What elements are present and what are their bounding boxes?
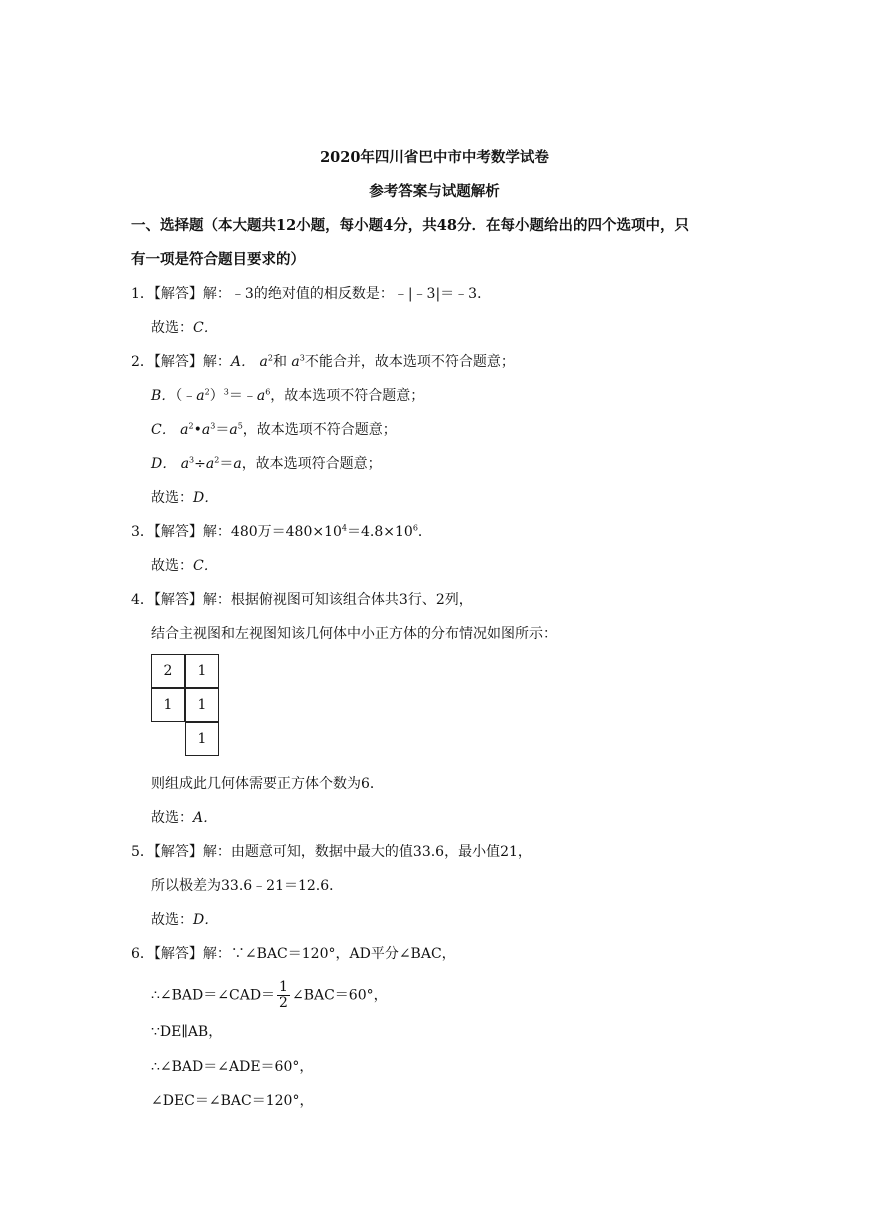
q2-choice-line: [151, 488, 218, 508]
q2-choice: D．: [193, 490, 219, 506]
q1-number: 1．: [131, 286, 154, 302]
q3-text-b: ＝4.8×10: [347, 524, 413, 540]
q2-c-prefix: C．: [151, 422, 176, 438]
q6-line2-b: ∠BAC＝60°，: [291, 987, 388, 1004]
q1-text: ﹣3的绝对值的相反数是：﹣|﹣3|＝﹣3．: [230, 286, 492, 302]
q5-choice: D．: [193, 912, 219, 928]
q5-choice-line: [151, 910, 218, 930]
document-title: 2020年四川省巴中市中考数学试卷: [320, 149, 549, 166]
choose-label: 故选：: [151, 558, 193, 574]
grid-cell: 1: [185, 722, 219, 756]
q2-option-b-line: B．$(﹣a^2)^3=﹣a^6$，故本选项不符合题意；: [151, 387, 425, 404]
choose-label: 故选：: [151, 320, 193, 336]
choose-label: 故选：: [151, 490, 193, 506]
q3-answer-line: [131, 522, 432, 542]
jie-label: 解：: [202, 524, 231, 540]
q6-line2-a: ∴∠BAD＝∠CAD＝: [151, 987, 276, 1004]
one-half-fraction: [277, 980, 290, 1011]
q5-line2: 所以极差为33.6﹣21＝12.6．: [151, 878, 344, 894]
q3-text-a: 480万＝480×10: [230, 524, 342, 540]
section-heading-line2: 有一项是符合题目要求的）: [131, 251, 305, 268]
jie-label: 解：: [202, 592, 231, 608]
choose-label: 故选：: [151, 912, 193, 928]
q6-number: 6．: [131, 946, 154, 962]
q3-exponent-2: 6: [412, 523, 418, 533]
fraction-denominator: 2: [279, 995, 288, 1011]
q6-answer-line1: [131, 944, 456, 964]
q5-line1: 由题意可知，数据中最大的值33.6，最小值21，: [230, 844, 532, 860]
q2-option-c-line: C． $a^2•a^3=a^5$，故本选项不符合题意；: [151, 421, 397, 438]
q2-option-a-line: 2．【解答】解：A． $a^2$和 $a^3$不能合并，故本选项不符合题意；: [131, 353, 515, 370]
fraction-numerator: 1: [279, 979, 288, 995]
q4-answer-line1: [131, 590, 473, 610]
q6-line3: ∵DE∥AB，: [151, 1024, 223, 1040]
jie-label: 解：: [202, 946, 231, 962]
q4-line1: 根据俯视图可知该组合体共3行、2列，: [230, 592, 473, 608]
choose-label: 故选：: [151, 810, 193, 826]
q2-b-text: ，故本选项不符合题意；: [270, 388, 425, 404]
q5-answer-line1: [131, 842, 532, 862]
q2-option-d-line: D． $a^3\div a^2=a$，故本选项符合题意；: [151, 455, 382, 472]
jie-label: 解：: [202, 354, 231, 370]
q6-line4: ∴∠BAD＝∠ADE＝60°，: [151, 1059, 314, 1075]
answer-tag: 【解答】: [153, 946, 203, 962]
q5-number: 5．: [131, 844, 154, 860]
q4-choice: A．: [193, 810, 218, 826]
grid-cell: 1: [185, 688, 219, 722]
document-subtitle: 参考答案与试题解析: [369, 183, 500, 200]
grid-cell: 1: [185, 654, 219, 688]
q3-number: 3．: [131, 524, 154, 540]
cube-distribution-grid: [151, 654, 221, 758]
jie-label: 解：: [202, 286, 231, 302]
section-heading-line1: 一、选择题（本大题共12小题，每小题4分，共48分．在每小题给出的四个选项中，只: [131, 217, 689, 234]
grid-cell: 1: [151, 688, 185, 722]
jie-label: 解：: [202, 844, 231, 860]
q3-text-c: ．: [417, 524, 432, 540]
answer-tag: 【解答】: [153, 844, 203, 860]
q4-number: 4．: [131, 592, 154, 608]
q3-choice-line: [151, 556, 218, 576]
answer-tag: 【解答】: [153, 354, 203, 370]
q2-a-prefix: A．: [230, 354, 256, 370]
grid-cell: 2: [151, 654, 185, 688]
q2-c-text: ，故本选项不符合题意；: [242, 422, 397, 438]
q1-choice-line: [151, 318, 218, 338]
q1-choice: C．: [193, 320, 218, 336]
q6-line5: ∠DEC＝∠BAC＝120°，: [151, 1093, 314, 1109]
q4-line3: 则组成此几何体需要正方体个数为6．: [151, 776, 384, 792]
q2-d-prefix: D．: [151, 456, 177, 472]
answer-tag: 【解答】: [153, 286, 203, 302]
q2-number: 2．: [131, 354, 154, 370]
answer-tag: 【解答】: [153, 524, 203, 540]
q4-choice-line: [151, 808, 217, 828]
q6-line2: [151, 980, 388, 1011]
q2-d-text: ，故本选项符合题意；: [241, 456, 382, 472]
q3-choice: C．: [193, 558, 218, 574]
q2-b-prefix: B．: [151, 388, 176, 404]
q3-exponent-1: 4: [341, 523, 348, 533]
q6-line1: ∵∠BAC＝120°，AD平分∠BAC，: [230, 946, 456, 962]
answer-tag: 【解答】: [153, 592, 203, 608]
q2-a-text: 不能合并，故本选项不符合题意；: [304, 354, 515, 370]
q1-answer-line: [131, 284, 491, 304]
q4-line2: 结合主视图和左视图知该几何体中小正方体的分布情况如图所示：: [151, 626, 557, 642]
